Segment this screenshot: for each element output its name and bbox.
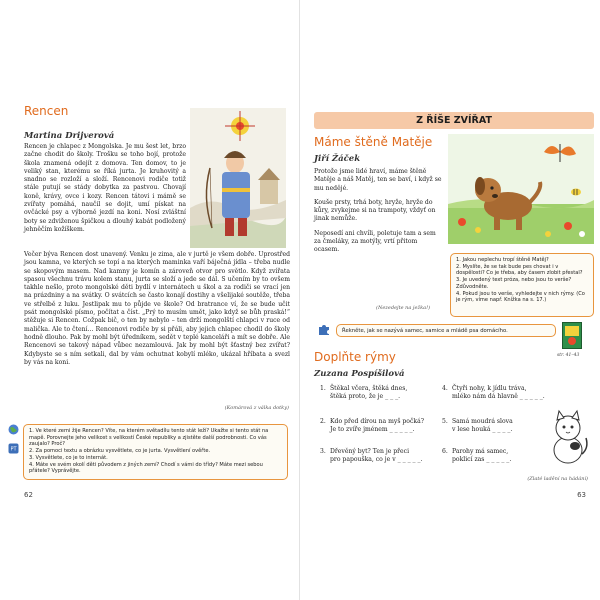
rhyme-item: 1. Štěkal včera, štěká dnes, štěká proto, že je _ _ _. <box>320 385 408 401</box>
rhyme-item: 5. Samá moudrá slova v lese houká _ _ _ _. <box>442 418 513 434</box>
rhyme-item: 6. Parohy má samec, poklicí zas _ _ _ _ _. <box>442 448 512 464</box>
side-icons <box>8 424 22 462</box>
story-title: Rencen <box>24 104 69 118</box>
poem-source: (Nezedejte na ježka!) <box>376 305 431 311</box>
task-item: 2. Myslíte, že se tak bude pes chovat i v dospělosti? Co je třeba, aby časem zlobit přestal? <box>456 263 583 277</box>
book-icon <box>562 322 582 349</box>
task-item: 3. Vysvětlete, co je to internát. <box>29 454 108 461</box>
mongolian-boy-illustration <box>190 108 286 248</box>
puzzle-icon <box>318 324 330 336</box>
task-item: 4. Pokud jsou to verše, vyhledejte v nich rýmy. (Co je rým, víme např. Knížka na s. 17.) <box>456 290 585 304</box>
story-intro-text: Rencen je chlapec z Mongolska. Je mu šest let, brzo začne chodit do školy. Trošku se toho bojí, protože škola znamená odejít z domova. Ten domov, to je veliký stan, kterému se říká jurta. Je kruhovitý a snadno se rozloží a složí. Rencenovi rodiče totiž stále putují se stády dobytka za pastvou. Chovají koně, krávy, ovce i kozy. Rencen tátovi i mámě se zvířaty pomáhá, naučil se dojit, umí pískat na ovčácké psy a výborně jezdí na koni. Nosí zvláštní boty se zdviženou špičkou a dlouhý kabát podložený jehněčím kožíškem. <box>24 143 186 233</box>
poem-tasks-box <box>450 253 594 317</box>
poem-stanza: Protože jsme lidé hraví, máme štěně Matěje a náš Matěj, ten se baví, i když se mu nedějé. <box>314 168 442 192</box>
book-page-note: str. 41–43 <box>557 353 580 358</box>
task-item: 3. Je uvedený text próza, nebo jsou to verše? Zdůvodněte. <box>456 277 572 290</box>
chapter-banner: Z ŘÍŠE ZVÍŘAT <box>314 112 594 129</box>
task-item: 1. Jakou neplechu tropí štěně Matěj? <box>456 257 549 263</box>
rhymes-source: (Zlaté ladění na hádání) <box>527 476 588 482</box>
task-item: 2. Za pomoci textu a obrázku vysvětlete, co je jurta. Vysvětlení ověřte. <box>29 448 211 455</box>
globe-icon <box>8 424 19 435</box>
pt-icon <box>8 443 19 454</box>
task-item: 4. Máte ve svém okolí děti původem z jiných zemí? Chodí s vámi do třídy? Máte mezi sebou přátele? Vyprávějte. <box>29 461 263 475</box>
story-continuation-text: Večer býva Rencen dost unavený. Venku je zima, ale v jurtě je všem dobře. Uprostřed jsou kamna, ve kterých se topí a na kterých maminka vaří báječná jídla – třeba nudle se skopovým masem. Nad kamny je komín a zároveň otvor pro světlo. Když zvířata spasou všechnu trávu kolem stanu, jurta se složí a jede se dál. S učením by to ovšem takhle nešlo, proto mongolské děti bydlí v internátech u škol a za rodiči se vrací jen na prázdniny a na svátky. O svátcích se často konají dostihy a všelijaké soutěže, třeba ve střelbě z luku. Jestlipak mu to půjde ve škole? Od bratrance ví, že se bude učit psát mongolské písmo, počítat a číst. „Prý to musím umět, jako když se bůh praská!“ stěžuje si Rencen. Cožpak bič, o ten by nebylo – ten drží mongolští chlapci v ruce od malička. Ale to čtení… Rencenovi rodiče by si přáli, aby jejich chlapec chodil do školy hodně dlouho. Pak by mohl být úředníkem, sedět v teplé kanceláři a mít se dobře. Ale Rencenovi se takový nápad vůbec nezamlouvá. Jak by mohl být šťastný bez zvířat? Kdybyste se s ním setkali, dal by vám ochutnat kobylí mléko, ukázal hříbata a svezl by vás na koni. <box>24 251 290 366</box>
poem-title: Máme štěně Matěje <box>314 135 433 149</box>
rhymes-author: Zuzana Pospíšilová <box>314 369 405 379</box>
rhyme-item: 4. Čtyři nohy, k jídlu tráva, mléko nám dá hlavně _ _ _ _ _. <box>442 385 545 401</box>
page-number-right: 63 <box>577 491 586 499</box>
rhyme-item: 2. Kdo před dírou na myš počká? Je to zvíře jménem _ _ _ _ _. <box>320 418 424 434</box>
story-tasks-box <box>23 424 288 480</box>
poem-author: Jiří Žáček <box>314 154 361 164</box>
poem-text <box>314 168 444 261</box>
pt-icon-label: PT <box>10 446 17 453</box>
rhyme-item: 3. Dřevěný byt? Ten je přeci pro papouška, co je v _ _ _ _ _. <box>320 448 423 464</box>
right-page <box>300 0 600 600</box>
rhymes-title: Doplňte rýmy <box>314 350 396 364</box>
story-author: Martina Drijverová <box>24 131 115 141</box>
hint-box: Řekněte, jak se nazývá samec, samice a mládě psa domácího. <box>336 324 556 337</box>
story-source: (Komárová z válka dotky) <box>224 405 289 411</box>
cat-illustration <box>542 408 590 466</box>
poem-stanza: Kouše prsty, trhá boty, hryže, hryže do kůry, zvykejme si na trampoty, vždyť on jinak nemůže. <box>314 198 436 223</box>
task-item: 1. Ve které zemi žije Rencen? Víte, na kterém světadílu tento stát leží? Ukažte si tento stát na mapě. Porovnejte jeho velikost s velikostí České republiky a zjistěte další podrobnosti. Co vás zaujalo? Proč? <box>29 428 269 448</box>
page-number-left: 62 <box>24 491 33 499</box>
poem-stanza: Neposedí ani chvíli, poletuje tam a sem za čmeláky, za motýly, vrtí přitom ocasem. <box>314 229 436 254</box>
puppy-illustration <box>448 134 594 244</box>
